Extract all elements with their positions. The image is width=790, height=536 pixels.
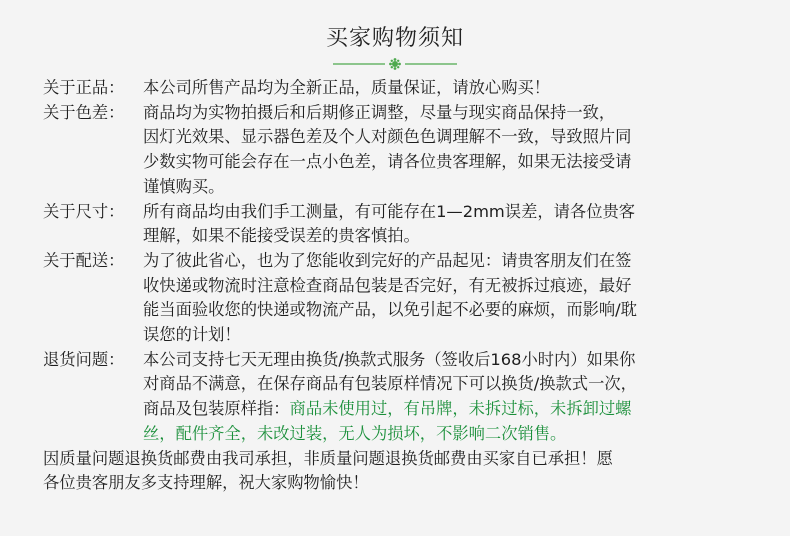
closing-note	[43, 447, 773, 496]
closing-line: 各位贵客朋友多支持理解，祝大家购物愉快！	[43, 473, 369, 493]
title-divider-flower-icon	[333, 58, 457, 70]
page-title: 买家购物须知	[325, 26, 464, 51]
section-line: 为了彼此省心，也为了您能收到完好的产品起见：请贵客朋友们在签	[143, 250, 632, 270]
section-shipping	[43, 249, 773, 348]
section-body	[143, 101, 773, 200]
section-line: 少数实物可能会存在一点小色差，请各位贵客理解，如果无法接受请	[143, 152, 632, 172]
section-line	[143, 397, 773, 422]
section-body	[143, 249, 773, 348]
section-returns	[43, 348, 773, 447]
original-condition-label: 商品及包装原样指：	[143, 399, 290, 419]
section-authentic	[43, 76, 773, 101]
section-line: 收快递或物流时注意检查商品包装是否完好，有无被拆过痕迹，最好	[143, 275, 632, 295]
section-line: 因灯光效果、显示器色差及个人对颜色色调理解不一致，导致照片同	[143, 127, 632, 147]
closing-line: 因质量问题退换货邮费由我司承担，非质量问题退换货邮费由买家自已承担！愿	[43, 448, 613, 468]
section-label: 关于尺寸：	[43, 201, 125, 221]
section-line: 对商品不满意，在保存商品有包装原样情况下可以换货/换款式一次，	[143, 374, 637, 394]
section-label: 关于配送：	[43, 250, 125, 270]
original-condition-highlight: 商品未使用过，有吊牌，未拆过标，未拆卸过螺	[289, 399, 632, 419]
section-line: 误您的计划！	[143, 325, 241, 345]
original-condition-highlight: 丝，配件齐全，未改过装，无人为损坏，不影响二次销售。	[143, 423, 567, 443]
section-label: 关于色差：	[43, 102, 125, 122]
section-line: 商品均为实物拍摄后和后期修正调整，尽量与现实商品保持一致，	[143, 102, 616, 122]
section-label: 退货问题：	[43, 349, 125, 369]
notice-content	[43, 76, 773, 496]
section-body	[143, 200, 773, 249]
section-color-difference	[43, 101, 773, 200]
section-body	[143, 76, 773, 101]
section-body	[143, 348, 773, 447]
section-line: 本公司所售产品均为全新正品，质量保证，请放心购买！	[143, 78, 551, 97]
section-line: 本公司支持七天无理由换货/换款式服务（签收后168小时内）如果你	[143, 349, 636, 369]
section-line: 谨慎购买。	[143, 176, 225, 196]
section-line: 理解，如果不能接受误差的贵客慎拍。	[143, 226, 420, 246]
section-line: 所有商品均由我们手工测量，有可能存在1—2mm误差，请各位贵客	[143, 201, 636, 221]
section-line: 能当面验收您的快递或物流产品，以免引起不必要的麻烦，而影响/耽	[143, 300, 637, 320]
section-label: 关于正品：	[43, 78, 125, 97]
section-size	[43, 200, 773, 249]
